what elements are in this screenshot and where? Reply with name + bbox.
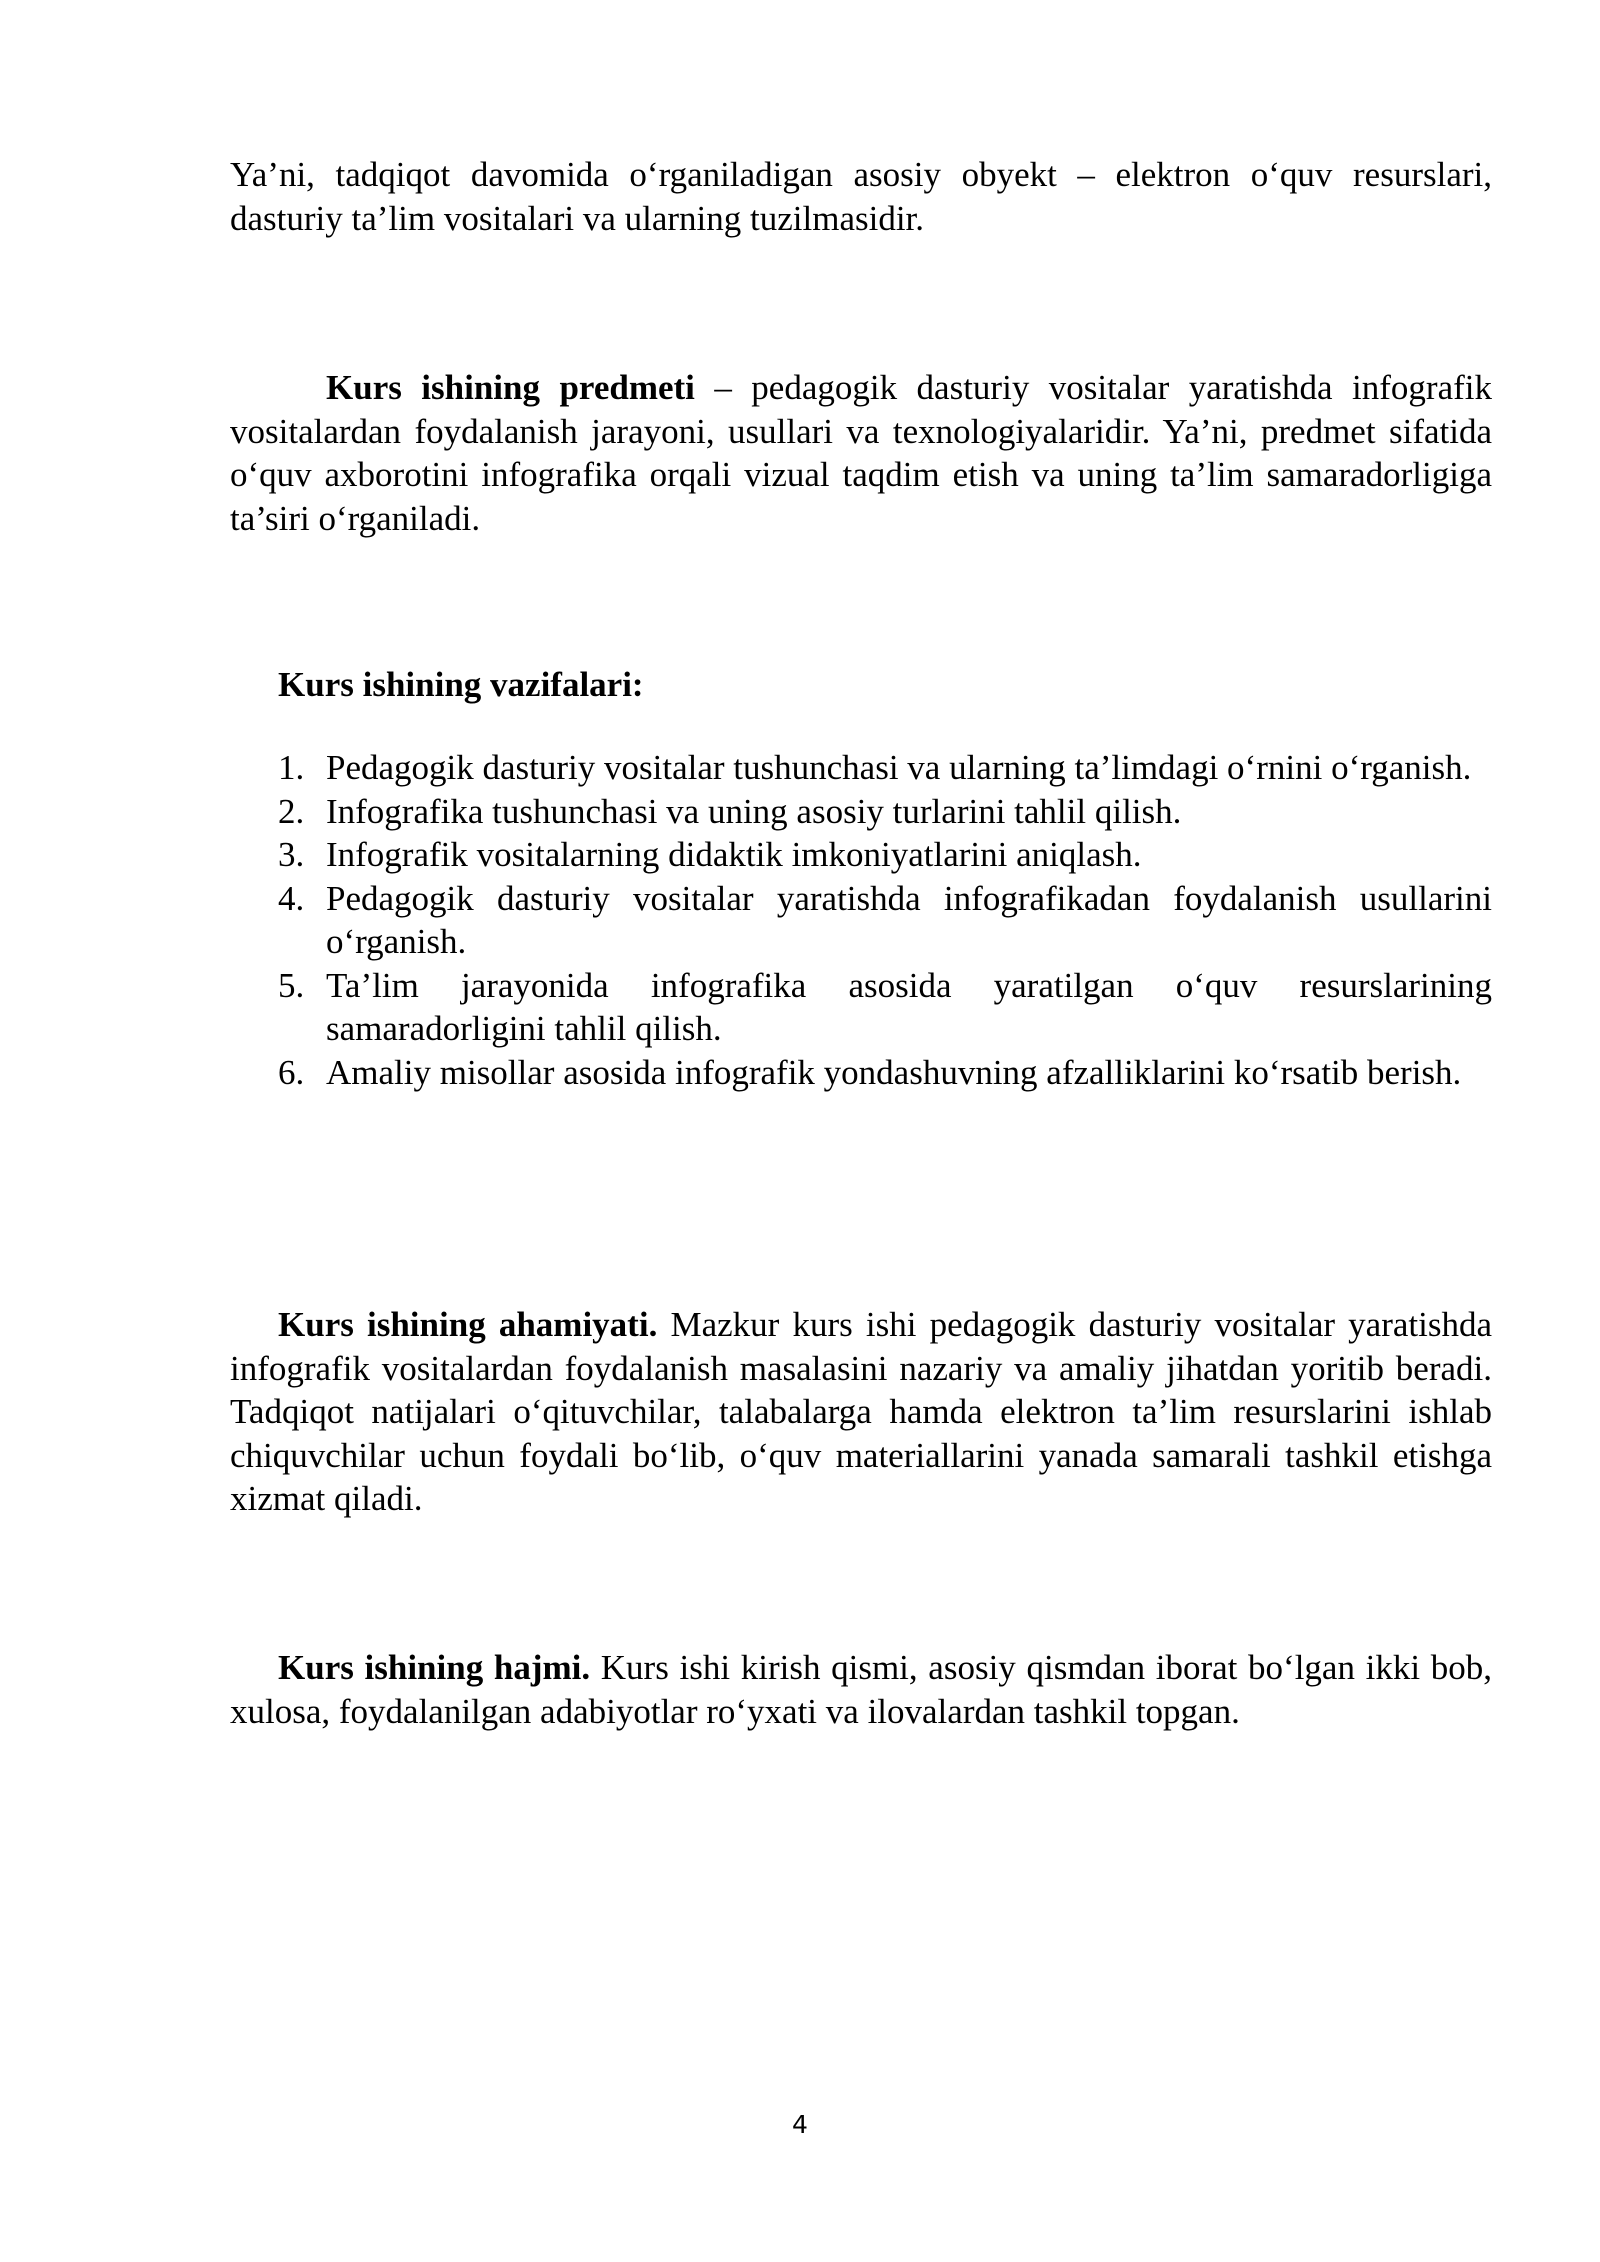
subject-heading: Kurs ishining predmeti [326, 368, 695, 407]
list-item [278, 790, 1492, 834]
volume-text: Kurs ishi kirish qismi, asosiy qismdan iborat bo‘lgan ikki bob, xulosa, foydalanilgan adabiyotlar ro‘yxati va ilovalardan tashkil topgan. [230, 1648, 1492, 1731]
importance-paragraph [230, 1303, 1492, 1521]
list-item-text: Infografik vositalarning didaktik imkoniyatlarini aniqlash. [326, 835, 1142, 874]
list-item-number: 3. [278, 835, 305, 874]
list-item [278, 746, 1492, 790]
list-item-text: Pedagogik dasturiy vositalar yaratishda infografikadan foydalanish usullarini o‘rganish. [326, 878, 1492, 961]
list-item-text: Infografika tushunchasi va uning asosiy turlarini tahlil qilish. [326, 791, 1182, 831]
list-item-text: Ta’lim jarayonida infografika asosida yaratilgan o‘quv resurslarining samaradorligini tahlil qilish. [326, 965, 1492, 1048]
list-item-number: 4. [278, 878, 305, 918]
list-item-number: 1. [278, 748, 305, 787]
list-item-number: 2. [278, 791, 305, 831]
list-item [278, 877, 1492, 964]
list-item [278, 964, 1492, 1051]
list-item-number: 6. [278, 1052, 305, 1092]
subject-text: – pedagogik dasturiy vositalar yaratishda infografik vositalardan foydalanish jarayoni, usullari va texnologiyalaridir. Ya’ni, predmet sifatida o‘quv axborotini infografika orqali vizual taqdim etish va uning ta’lim samaradorligiga ta’siri o‘rganiladi. [230, 368, 1492, 538]
list-item-text: Pedagogik dasturiy vositalar tushunchasi va ularning ta’limdagi o‘rnini o‘rganish. [326, 748, 1472, 787]
importance-text: Mazkur kurs ishi pedagogik dasturiy vositalar yaratishda infografik vositalardan foydalanish masalasini nazariy va amaliy jihatdan yoritib beradi. Tadqiqot natijalari o‘qituvchilar, talabalarga hamda elektron ta’lim resurslarini ishlab chiquvchilar uchun foydali bo‘lib, o‘quv materiallarini yanada samarali tashkil etishga xizmat qiladi. [230, 1305, 1492, 1518]
volume-heading: Kurs ishining hajmi. [278, 1648, 591, 1687]
importance-heading: Kurs ishining ahamiyati. [278, 1305, 658, 1344]
tasks-list [278, 746, 1492, 1094]
list-item [278, 833, 1492, 877]
tasks-heading: Kurs ishining vazifalari: [278, 665, 644, 704]
list-item-number: 5. [278, 965, 305, 1005]
list-item [278, 1051, 1492, 1095]
intro-paragraph: Ya’ni, tadqiqot davomida o‘rganiladigan asosiy obyekt – elektron o‘quv resurslari, dasturiy ta’lim vositalari va ularning tuzilmasidir. [230, 155, 1492, 238]
list-item-text: Amaliy misollar asosida infografik yondashuvning afzalliklarini ko‘rsatib berish. [326, 1052, 1462, 1092]
page-number: 4 [792, 2110, 808, 2139]
subject-paragraph [230, 366, 1492, 540]
volume-paragraph [230, 1646, 1492, 1733]
